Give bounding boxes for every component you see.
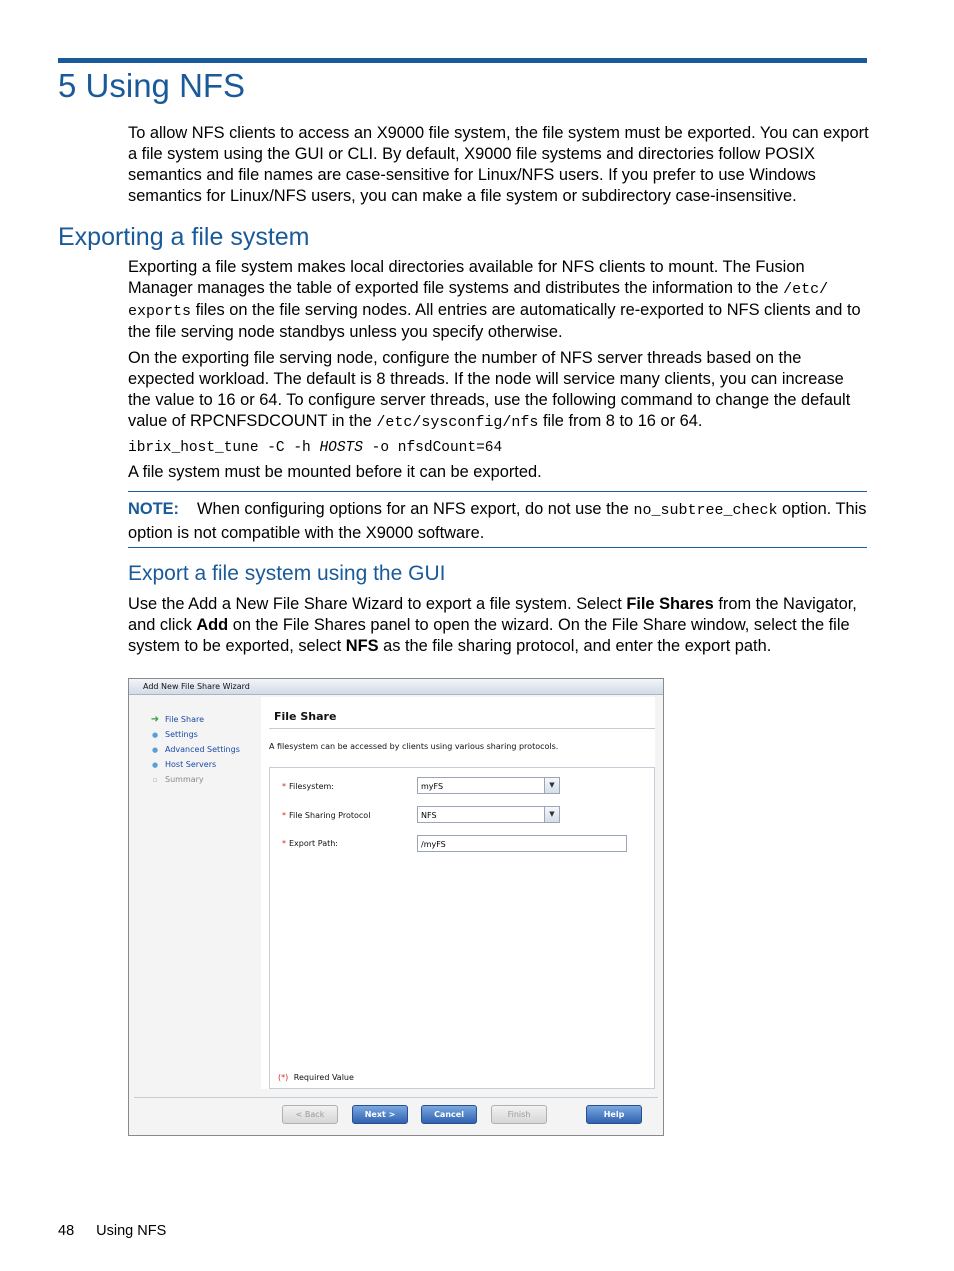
section-paragraph-2: On the exporting file serving node, configure the number of NFS server threads based on the expected workload. The default is 8 threads. If the node will service many clients, you can increase the value to 16 or 64. To configure server threads, use the following command to change the default value of RPCNFSDCOUNT in the /etc/sysconfig/nfs file from 8 to 16 or 64. bbox=[128, 349, 851, 431]
file-share-panel bbox=[261, 697, 655, 1089]
panel-title: File Share bbox=[274, 710, 337, 723]
note-box: NOTE: When configuring options for an NFS export, do not use the no_subtree_check option. This option is not compatible with the X9000 software. bbox=[128, 491, 867, 548]
wizard-step-settings[interactable]: ● Settings bbox=[149, 727, 240, 742]
panel-divider bbox=[269, 728, 655, 729]
button-bar-divider bbox=[134, 1097, 658, 1098]
help-button[interactable]: Help bbox=[586, 1105, 642, 1124]
section-paragraph-3: A file system must be mounted before it can be exported. bbox=[128, 463, 542, 481]
page-footer bbox=[58, 1221, 166, 1241]
section-paragraph-1: Exporting a file system makes local directories available for NFS clients to mount. The Fusion Manager manages the table of exported file systems and distributes the information to the /etc/ exports files on the file serving nodes. All entries are automatically re-exported to NFS clients and to the file serving node standbys unless you specify otherwise. bbox=[128, 258, 861, 341]
subsection-paragraph: Use the Add a New File Share Wizard to export a file system. Select File Shares from the Navigator, and click Add on the File Shares panel to open the wizard. On the File Share window, select the file system to be exported, select NFS as the file sharing protocol, and enter the export path. bbox=[128, 595, 857, 655]
subsection-heading: Export a file system using the GUI bbox=[128, 562, 446, 585]
chevron-down-icon[interactable]: ▼ bbox=[544, 807, 559, 822]
finish-button[interactable]: Finish bbox=[491, 1105, 547, 1124]
filesystem-select[interactable]: myFS ▼ bbox=[417, 777, 560, 794]
command-example: ibrix_host_tune -C -h HOSTS -o nfsdCount=64 bbox=[128, 440, 503, 456]
cancel-button[interactable]: Cancel bbox=[421, 1105, 477, 1124]
note-label: NOTE: bbox=[128, 500, 179, 518]
chevron-down-icon[interactable]: ▼ bbox=[544, 778, 559, 793]
wizard-step-file-share[interactable]: ➜ File Share bbox=[150, 714, 205, 725]
export-path-input[interactable]: /myFS bbox=[417, 835, 627, 852]
file-share-form bbox=[269, 767, 655, 1089]
step-bullet-icon: ● bbox=[151, 760, 159, 769]
chapter-rule bbox=[58, 58, 867, 63]
step-bullet-icon: ● bbox=[151, 745, 159, 754]
wizard-step-advanced-settings[interactable]: ● Advanced Settings bbox=[149, 742, 240, 757]
wizard-title-bar: Add New File Share Wizard bbox=[129, 679, 663, 695]
chapter-title: 5 Using NFS bbox=[58, 67, 246, 104]
step-bullet-icon: ● bbox=[151, 730, 159, 739]
protocol-select[interactable]: NFS ▼ bbox=[417, 806, 560, 823]
required-note: (*) Required Value bbox=[278, 1073, 354, 1082]
next-button[interactable]: Next > bbox=[352, 1105, 408, 1124]
running-title: Using NFS bbox=[96, 1223, 167, 1239]
wizard-step-host-servers[interactable]: ● Host Servers bbox=[149, 757, 240, 772]
back-button[interactable]: < Back bbox=[282, 1105, 338, 1124]
wizard-screenshot bbox=[128, 678, 664, 1136]
page-number: 48 bbox=[58, 1223, 75, 1239]
protocol-label: * File Sharing Protocol bbox=[282, 811, 371, 820]
panel-description: A filesystem can be accessed by clients using various sharing protocols. bbox=[269, 742, 559, 751]
wizard-step-summary: ▫ Summary bbox=[149, 772, 240, 787]
section-heading: Exporting a file system bbox=[58, 223, 310, 251]
wizard-steps bbox=[149, 712, 240, 787]
step-disabled-icon: ▫ bbox=[152, 775, 158, 784]
export-path-label: * Export Path: bbox=[282, 839, 338, 848]
intro-paragraph: To allow NFS clients to access an X9000 file system, the file system must be exported. You can export a file system using the GUI or CLI. By default, X9000 file systems and directories follow POSIX semantics and file names are case-sensitive for Linux/NFS users. If you prefer to use Windows semantics for Linux/NFS users, you can make a file system or subdirectory case-insensitive. bbox=[128, 124, 869, 205]
current-step-arrow-icon: ➜ bbox=[150, 714, 160, 725]
filesystem-label: * Filesystem: bbox=[282, 782, 335, 791]
